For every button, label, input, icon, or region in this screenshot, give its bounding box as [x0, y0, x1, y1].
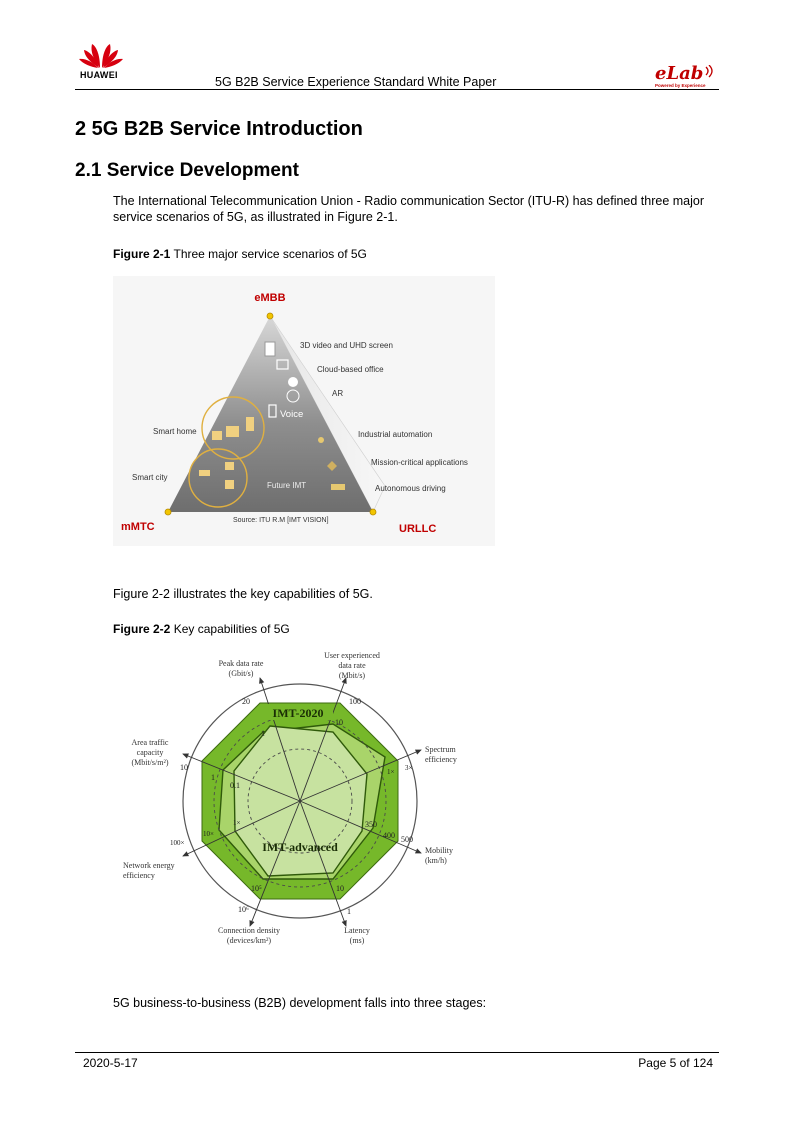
- tick-mob-inner: 350: [365, 820, 377, 829]
- axis-label-peak-2: (Gbit/s): [228, 669, 254, 678]
- robot-icon: [318, 437, 324, 443]
- footer-date: 2020-5-17: [83, 1056, 138, 1070]
- label-autonomous: Autonomous driving: [375, 484, 446, 493]
- tv-icon: [226, 426, 239, 437]
- figure-1-label: Figure 2-1: [113, 247, 171, 261]
- figure-2-label: Figure 2-2: [113, 622, 171, 636]
- figure-2-key-capabilities: [113, 646, 493, 954]
- tick-conn-inner: 10⁵: [251, 884, 262, 893]
- device-icon: [246, 417, 254, 431]
- label-3d-video: 3D video and UHD screen: [300, 341, 393, 350]
- axis-label-user-3: (Mbit/s): [338, 671, 366, 680]
- axis-label-latency-2: (ms): [349, 936, 365, 945]
- footer-rule: [75, 1052, 719, 1053]
- footer-page-number: Page 5 of 124: [638, 1056, 713, 1070]
- tick-area-outer: 10: [180, 763, 188, 772]
- house-icon: [212, 431, 222, 440]
- axis-label-latency-1: Latency: [344, 926, 370, 935]
- brand-name: HUAWEI: [80, 70, 118, 80]
- tick-energy-outer: 100×: [170, 839, 185, 847]
- label-ar: AR: [332, 389, 344, 398]
- axis-label-spectrum-2: efficiency: [425, 755, 457, 764]
- ar-glasses-icon: [288, 377, 298, 387]
- bus-icon: [225, 480, 234, 489]
- tick-peak-inner: 1: [261, 729, 265, 738]
- label-source: Source: ITU R.M [IMT VISION]: [233, 517, 329, 524]
- tick-area-mid: 1: [211, 773, 215, 782]
- vertex-urllc: [370, 509, 376, 515]
- axis-label-peak-1: Peak data rate: [218, 659, 264, 668]
- label-embb: eMBB: [254, 292, 286, 304]
- tick-energy-mid: 10×: [203, 830, 214, 838]
- axis-label-area-1: Area traffic: [131, 738, 169, 747]
- figure-1-title: Three major service scenarios of 5G: [173, 247, 367, 261]
- axis-label-energy-1: Network energy: [123, 861, 175, 870]
- vertex-mmtc: [165, 509, 171, 515]
- axis-label-mobility-2: (km/h): [425, 856, 447, 865]
- elab-logo: eLab: [655, 63, 704, 84]
- axis-label-user-1: User experienced: [324, 651, 380, 660]
- tick-peak-outer: 20: [242, 697, 250, 706]
- tick-spec-inner: 1×: [387, 768, 395, 776]
- axis-label-area-2: capacity: [136, 748, 164, 757]
- label-mission-critical: Mission-critical applications: [371, 458, 468, 467]
- axis-label-area-3: (Mbit/s/m²): [131, 758, 169, 767]
- figure-1-caption: [113, 247, 367, 261]
- axis-label-energy-2: efficiency: [123, 871, 155, 880]
- label-cloud-office: Cloud-based office: [317, 365, 384, 374]
- header-title: 5G B2B Service Experience Standard White Paper: [215, 75, 497, 89]
- signal-waves-icon: [703, 65, 717, 79]
- axis-label-connection-2: (devices/km²): [226, 936, 272, 945]
- tick-conn-outer: 10⁶: [238, 905, 249, 914]
- section-heading: 2 5G B2B Service Introduction: [75, 118, 363, 140]
- figure-1-service-scenarios: [113, 276, 495, 546]
- tick-lat-outer: 1: [347, 907, 351, 916]
- tick-area-inner: 0.1: [230, 781, 240, 790]
- axis-label-connection-1: Connection density: [218, 926, 280, 935]
- school-icon: [225, 462, 234, 470]
- label-voice: Voice: [280, 409, 304, 420]
- axis-label-user-2: data rate: [338, 661, 366, 670]
- axis-label-spectrum-1: Spectrum: [425, 745, 456, 754]
- label-industrial: Industrial automation: [358, 430, 433, 439]
- tick-mob-outer: 500: [401, 835, 413, 844]
- header-rule: [75, 89, 719, 90]
- axis-label-mobility-1: Mobility: [425, 846, 454, 855]
- huawei-logo-icon: [78, 38, 124, 70]
- autonomous-car-icon: [331, 484, 345, 490]
- elab-tagline: Powered by Experience: [655, 83, 706, 88]
- tick-mob-mid: 400: [383, 831, 395, 840]
- paragraph-figure2-intro: Figure 2-2 illustrates the key capabilities of 5G.: [113, 587, 373, 601]
- label-smart-home: Smart home: [153, 427, 197, 436]
- imt2020-label: IMT-2020: [272, 706, 324, 720]
- tick-user-inner: 10: [335, 718, 343, 727]
- tick-user-outer: 100: [349, 697, 361, 706]
- imt-advanced-label: IMT-advanced: [262, 840, 338, 854]
- car-icon: [199, 470, 210, 476]
- label-urllc: URLLC: [399, 523, 437, 535]
- label-mmtc: mMTC: [121, 521, 155, 533]
- tick-lat-inner: 10: [336, 884, 344, 893]
- vertex-embb: [267, 313, 273, 319]
- label-smart-city: Smart city: [132, 473, 168, 482]
- label-future-imt: Future IMT: [267, 481, 307, 490]
- tick-energy-inner: 1×: [233, 819, 241, 827]
- figure-2-caption: [113, 622, 290, 636]
- video-icon: [265, 342, 275, 356]
- figure-2-title: Key capabilities of 5G: [173, 622, 290, 636]
- subsection-heading: 2.1 Service Development: [75, 160, 299, 181]
- tick-spec-outer: 3×: [405, 764, 413, 772]
- paragraph-intro: The International Telecommunication Union - Radio communication Sector (ITU-R) has defined three major service scenarios of 5G, as illustrated in Figure 2-1.: [113, 194, 705, 224]
- paragraph-b2b-stages: 5G business-to-business (B2B) development falls into three stages:: [113, 996, 487, 1010]
